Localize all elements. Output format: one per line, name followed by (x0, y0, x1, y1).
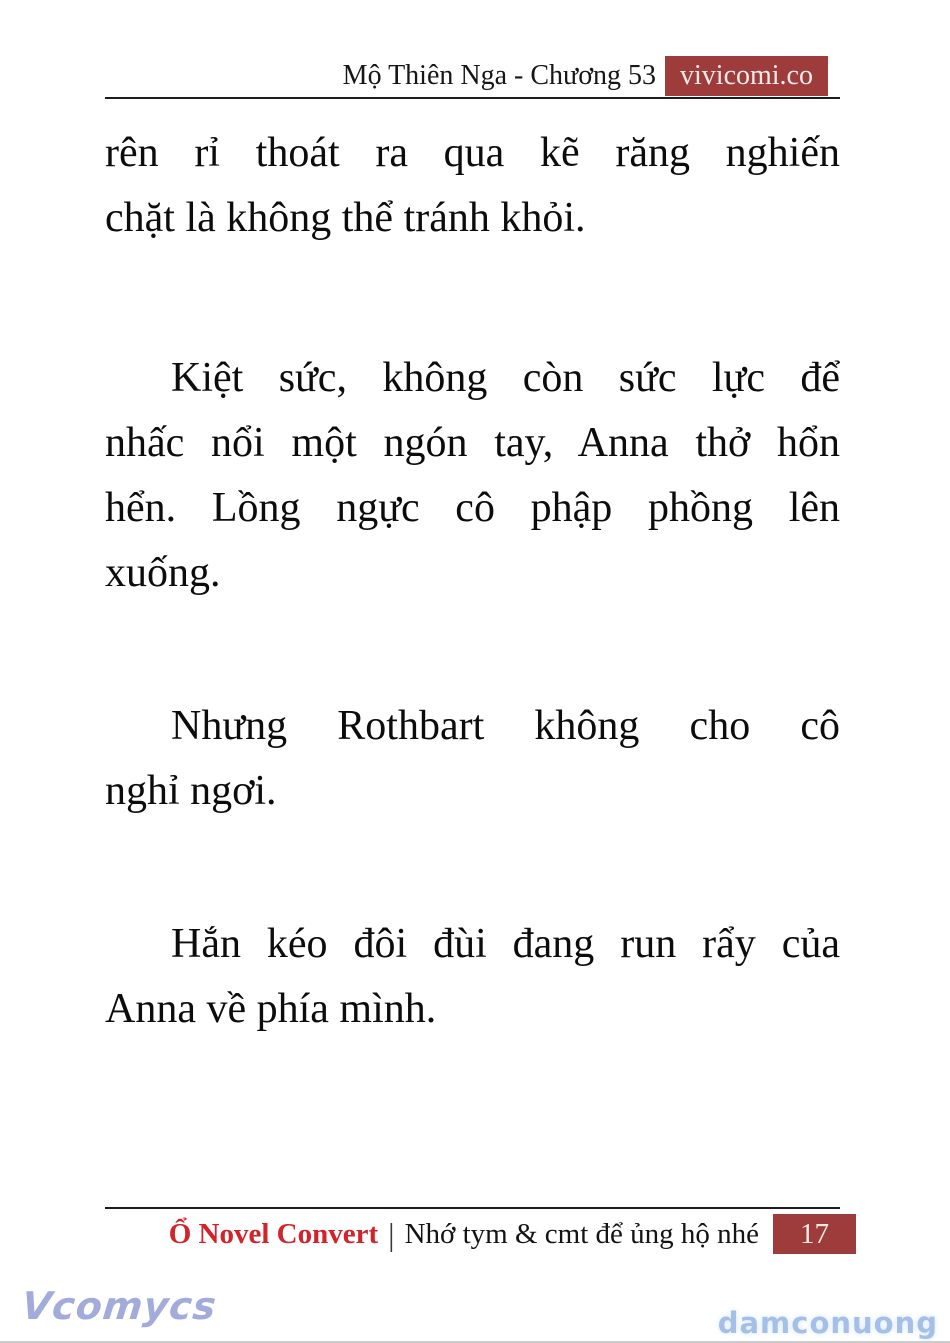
body-text-line: xuống. (105, 550, 221, 596)
paragraph (105, 346, 840, 606)
body-text-line: Kiệt sức, không còn sức lực để (171, 355, 840, 401)
reader-content (105, 121, 840, 1042)
header-rule (105, 97, 840, 99)
page-number-badge: 17 (773, 1214, 856, 1254)
body-text-line: Nhưng Rothbart không cho cô (171, 703, 840, 749)
body-text-line: Hắn kéo đôi đùi đang run rẩy của (171, 921, 840, 967)
converter-brand-label: Ổ Novel Convert (168, 1217, 379, 1250)
body-text-line: Anna về phía mình. (105, 986, 437, 1032)
body-text-line: rên rỉ thoát ra qua kẽ răng nghiến (105, 130, 840, 176)
page-footer (105, 1207, 840, 1254)
site-tag-badge: vivicomi.co (665, 56, 828, 96)
page-header (105, 55, 840, 99)
body-text-line: chặt là không thể tránh khỏi. (105, 195, 586, 241)
paragraph (105, 694, 840, 824)
body-text-line: hển. Lồng ngực cô phập phồng lên (105, 485, 840, 531)
vcomycs-watermark: Vcomycs (19, 1284, 219, 1328)
paragraph (105, 121, 840, 251)
header-row (105, 55, 840, 97)
body-text-line: nghỉ ngơi. (105, 768, 277, 814)
footer-row (105, 1214, 840, 1254)
damconuong-watermark: damconuong (717, 1306, 938, 1340)
support-note-label: Nhớ tym & cmt để ủng hộ nhé (404, 1217, 759, 1250)
chapter-title: Mộ Thiên Nga - Chương 53 (342, 60, 657, 91)
footer-rule (105, 1207, 840, 1209)
footer-separator: | (388, 1215, 395, 1252)
body-text-line: nhấc nổi một ngón tay, Anna thở hổn (105, 420, 840, 466)
paragraph (105, 912, 840, 1042)
